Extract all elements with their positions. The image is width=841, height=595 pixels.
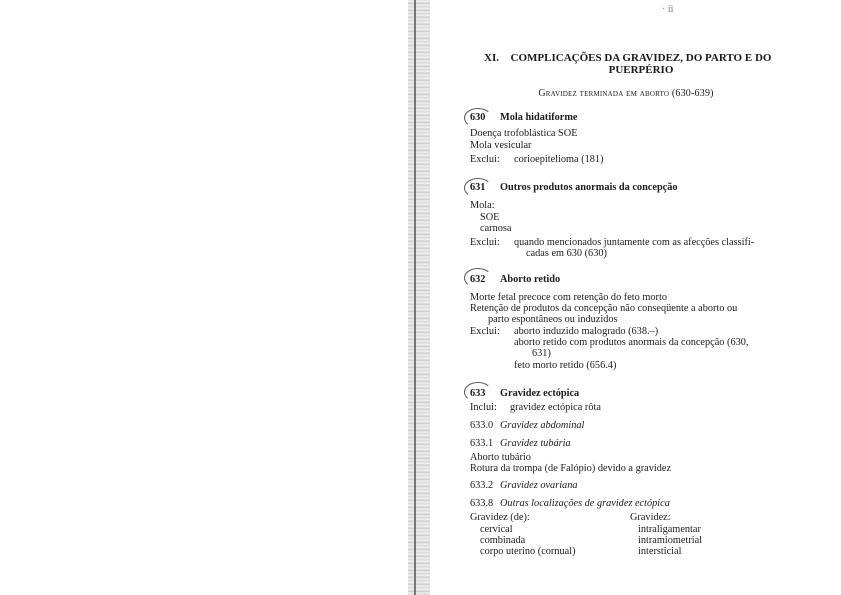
chapter-title bbox=[470, 52, 782, 76]
exclusion-label: Exclui: bbox=[470, 326, 500, 337]
list-item: combinada bbox=[480, 535, 526, 546]
entry-632-heading bbox=[470, 274, 560, 286]
chapter-number: XI. bbox=[484, 52, 499, 64]
entry-line-cont: parto espontâneos ou induzidos bbox=[488, 314, 618, 325]
entry-title: Gravidez ectópica bbox=[500, 388, 580, 399]
exclusion-label: Exclui: bbox=[470, 154, 500, 165]
book-gutter bbox=[408, 0, 430, 595]
subentry-title: Outras localizações de gravidez ectópica bbox=[500, 498, 670, 509]
subentry-code: 633.0 bbox=[470, 420, 494, 431]
exclusion-line bbox=[470, 154, 604, 166]
inclusion-text: gravidez ectópica rôta bbox=[510, 402, 601, 413]
entry-631-heading bbox=[470, 182, 678, 194]
subentry-633-0 bbox=[470, 420, 584, 432]
exclusion-text: aborto retido com produtos anormais da concepção (630, bbox=[514, 337, 749, 348]
left-column-heading: Gravidez (de): bbox=[470, 512, 530, 523]
right-column-heading: Gravidez: bbox=[630, 512, 671, 523]
entry-line: Morte fetal precoce com retenção do feto morto bbox=[470, 292, 667, 303]
entry-code: 633 bbox=[470, 388, 486, 399]
list-item: intersticial bbox=[638, 546, 682, 557]
section-heading: Gravidez terminada em aborto (630-639) bbox=[538, 88, 714, 99]
book-spine-line bbox=[414, 0, 416, 595]
entry-title: Outros produtos anormais da concepção bbox=[500, 182, 678, 193]
entry-title: Aborto retido bbox=[500, 274, 561, 285]
entry-line: Mola: bbox=[470, 200, 495, 211]
list-item: corpo uterino (cornual) bbox=[480, 546, 576, 557]
subentry-633-8 bbox=[470, 498, 670, 510]
subentry-633-1 bbox=[470, 438, 571, 450]
entry-item: carnosa bbox=[480, 223, 512, 234]
chapter-title-line1: COMPLICAÇÕES DA GRAVIDEZ, DO PARTO E DO bbox=[510, 52, 772, 64]
inclusion-line bbox=[470, 402, 601, 414]
entry-630-heading bbox=[470, 112, 578, 124]
exclusion-text-cont: 631) bbox=[532, 348, 551, 359]
exclusion-label: Exclui: bbox=[470, 237, 500, 248]
exclusion-text-cont: cadas em 630 (630) bbox=[526, 248, 607, 259]
entry-title: Mola hidatiforme bbox=[500, 112, 578, 123]
entry-line: Retenção de produtos da concepção não conseqüente a aborto ou bbox=[470, 303, 738, 314]
page-mark: · ii bbox=[662, 4, 674, 15]
entry-code: 630 bbox=[470, 112, 486, 123]
subentry-title: Gravidez tubária bbox=[500, 438, 571, 449]
entry-633-heading bbox=[470, 388, 579, 400]
exclusion-text: quando mencionados juntamente com as afecções classifi- bbox=[514, 237, 755, 248]
exclusion-text: feto morto retido (656.4) bbox=[514, 360, 617, 371]
inclusion-label: Inclui: bbox=[470, 402, 497, 413]
list-item: intraligamentar bbox=[638, 524, 701, 535]
entry-line: Mola vesicular bbox=[470, 140, 532, 151]
subentry-title: Gravidez ovariana bbox=[500, 480, 578, 491]
exclusion-line bbox=[470, 237, 754, 249]
entry-line: Doença trofoblástica SOE bbox=[470, 128, 578, 139]
subentry-code: 633.1 bbox=[470, 438, 494, 449]
exclusion-text: aborto induzido malogrado (638.–) bbox=[514, 326, 659, 337]
list-item: intramiometrial bbox=[638, 535, 703, 546]
entry-code: 632 bbox=[470, 274, 486, 285]
list-item: cervical bbox=[480, 524, 513, 535]
entry-code: 631 bbox=[470, 182, 486, 193]
chapter-title-line2: PUERPÉRIO bbox=[608, 64, 674, 76]
subentry-code: 633.2 bbox=[470, 480, 494, 491]
subentry-code: 633.8 bbox=[470, 498, 494, 509]
entry-line: Aborto tubário bbox=[470, 452, 531, 463]
subentry-title: Gravidez abdominal bbox=[500, 420, 585, 431]
entry-line: Rotura da trompa (de Falópio) devido a gravidez bbox=[470, 463, 672, 474]
entry-item: SOE bbox=[480, 212, 500, 223]
exclusion-text: corioepitelioma (181) bbox=[514, 154, 604, 165]
subentry-633-2 bbox=[470, 480, 578, 492]
